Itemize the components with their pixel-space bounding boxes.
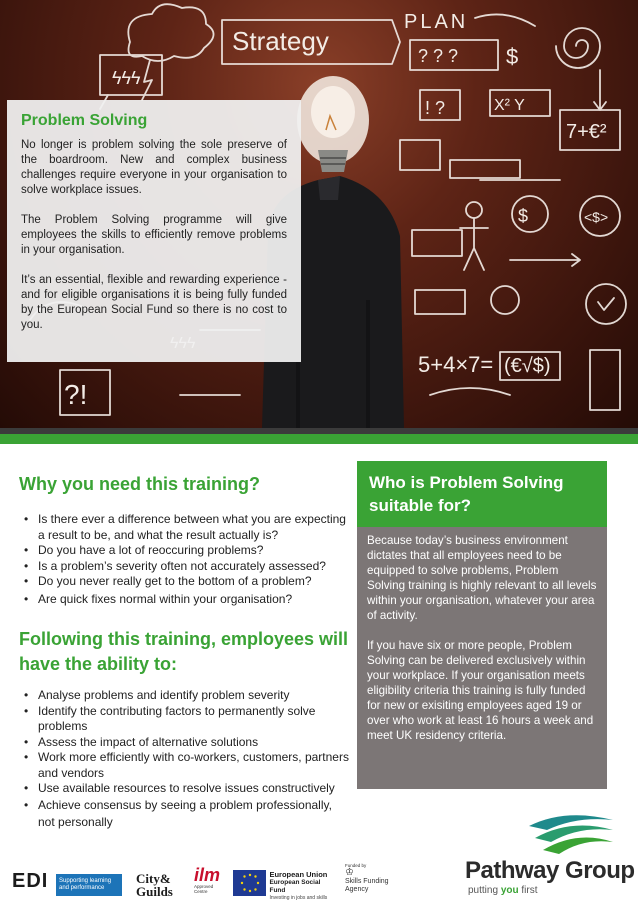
pathway-tagline [468,885,537,896]
intro-panel [7,100,301,362]
who-heading-box [357,461,607,527]
intro-paragraph: It’s an essential, flexible and rewarding experience - and for eligible organisations it is being fully funded by the European Social Fund so there is no cost to you. [21,274,287,331]
who-heading: Who is Problem Solving suitable for? [369,473,564,515]
hero-banner [0,0,638,428]
intro-paragraph: The Problem Solving programme will give employees the skills to efficiently remove problems in your organisation. [21,214,287,256]
intro-paragraph: No longer is problem solving the sole preserve of the boardroom. New and complex business challenges require everyone in your organisation to solve workplace issues. [21,139,287,196]
eu-line1: European Union [269,870,328,879]
list-item: • Do you never really get to the bottom of a problem? [20,574,350,590]
list-item: • Achieve consensus by seeing a problem professionally, not personally [20,797,350,831]
tagline-you: you [500,885,519,896]
tagline-c: first [518,885,538,896]
dollar2-text: $ [518,206,529,226]
sfa-logo [345,863,389,894]
city-guilds-logo [136,872,173,898]
strategy-text: Strategy [232,26,329,56]
funded-by-text: Funded by [345,863,367,868]
tagline-a: putting [468,885,501,896]
lightning-doodle [142,60,152,100]
list-item: • Do you have a lot of reoccuring problems? [20,543,350,559]
who-body-box [357,527,607,789]
list-item: • Is a problem’s severity often not accurately assessed? [20,559,350,575]
cloud-doodle [128,4,213,61]
crest-icon: ♔ [345,867,354,878]
plan-text: PLAN [404,11,469,33]
equation-text: 5+4×7= [418,352,494,377]
euro-root-text: (€√$) [504,355,551,377]
pathway-swoosh-icon [525,812,615,858]
list-item: • Identify the contributing factors to permanently solve problems [20,704,350,735]
intro-title: Problem Solving [21,112,148,129]
ilm-subtext: Approved Centre [194,884,214,894]
eu-line3: Investing in jobs and skills [269,895,328,901]
list-item: • Assess the impact of alternative solutions [20,735,350,751]
edi-tagline: Supporting learning and performance [56,874,122,896]
why-heading: Why you need this training? [19,474,261,494]
list-item: • Work more efficiently with co-workers, customers, partners and vendors [20,750,350,781]
sfa-line2: Agency [345,886,369,893]
edi-logo: EDI [12,870,49,892]
bang-text: ! ? [425,98,446,118]
sfa-line1: Skills Funding [345,878,389,885]
abilities-heading: Following this training, employees will have the ability to: [19,629,349,674]
lightbulb-icon [297,76,369,172]
eu-flag-icon [233,870,266,896]
list-item: • Use available resources to resolve issues constructively [20,781,350,797]
eu-line2: European Social Fund [269,879,321,894]
qqq-text: ? ? ? [418,46,459,66]
abilities-list [20,688,350,831]
why-list [20,512,350,607]
who-paragraph: Because today’s business environment dictates that all employees need to be equipped to solve problems, Problem Solving training is highly relevant to all levels within your organisation, whatever your area of activity. [367,534,597,622]
guilds-text: Guilds [136,884,173,899]
xy-text: X² Y [494,97,525,114]
hero-divider-green [0,434,638,444]
lightning-text: ϟϟϟ [112,68,141,88]
list-item: • Is there ever a difference between what you are expecting a result to be, and what the result actually is? [20,512,350,543]
ilm-logo [194,866,224,894]
list-item: • Analyse problems and identify problem severity [20,688,350,704]
list-item: • Are quick fixes normal within your organisation? [20,592,350,608]
eu-logo [233,870,337,901]
seven-text: 7+€² [566,121,607,143]
ilm-text: ilm [194,865,221,885]
pathway-group-logo: Pathway Group [465,857,635,884]
plane-doodle [450,160,520,178]
who-paragraph: If you have six or more people, Problem Solving can be delivered exclusively within your workplace. If your organisation meets eligibility criteria this training is fully funded for new or exisiting employees aged 19 or over who work at least 16 hours a week and meet UK residency criteria. [367,639,594,742]
qbang-text: ?! [64,379,88,410]
dollar-text: $ [506,44,519,69]
city-text: City& [136,871,171,886]
ltgt-text: <$> [584,209,609,225]
